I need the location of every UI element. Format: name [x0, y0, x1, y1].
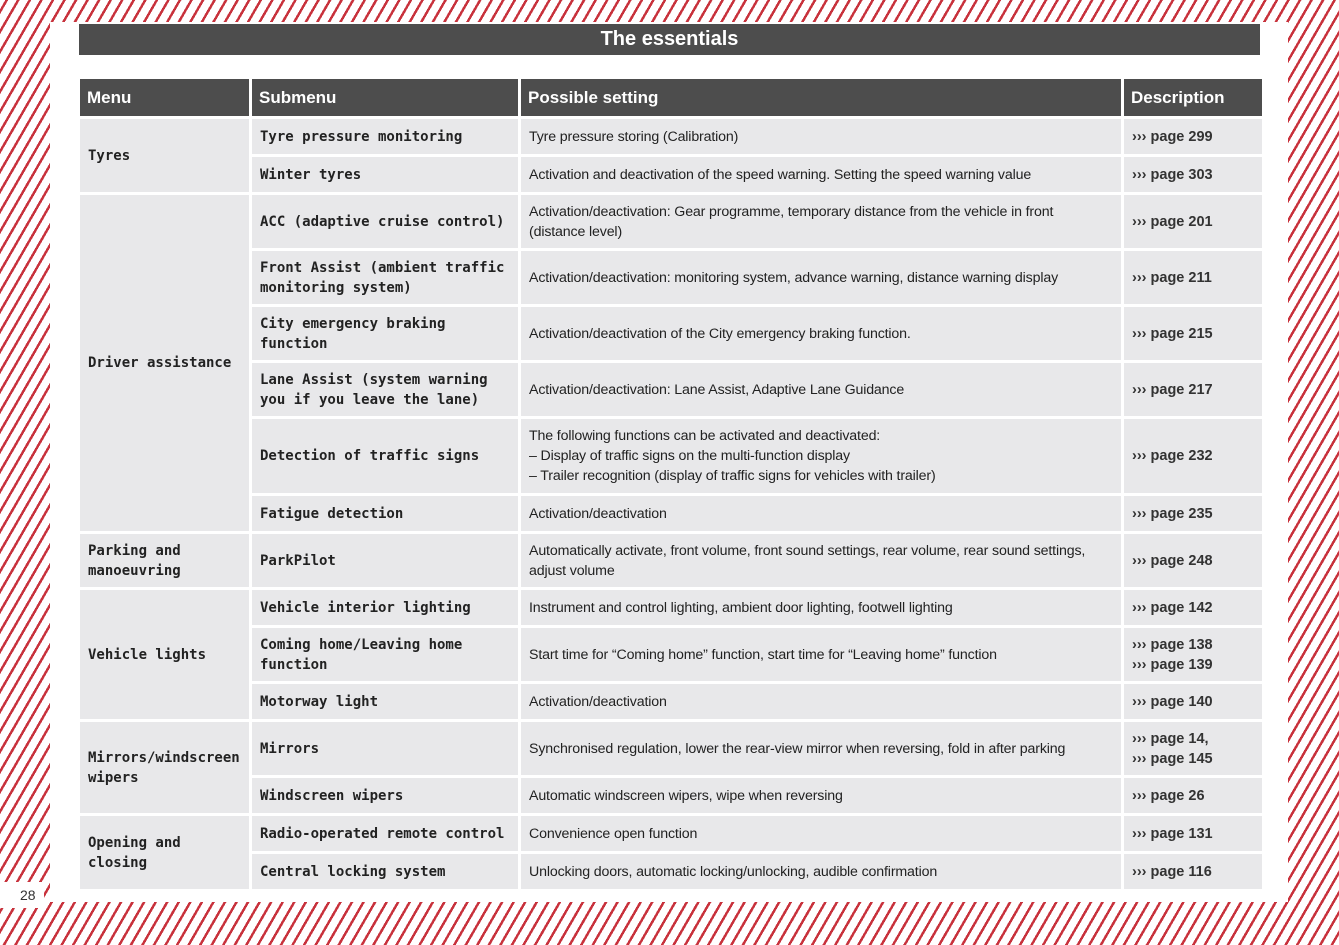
setting-line: – Display of traffic signs on the multi-function display	[529, 448, 850, 464]
page-reference-link[interactable]: page 303	[1150, 166, 1213, 183]
page-ref-arrow-icon: ›››	[1132, 636, 1147, 653]
setting-line: Activation/deactivation: monitoring system, advance warning, distance warning display	[529, 269, 1059, 286]
table-header-row	[80, 79, 1262, 116]
page-reference-link[interactable]: page 201	[1150, 213, 1213, 230]
page-reference-link[interactable]: page 26	[1150, 787, 1205, 804]
table-row	[80, 419, 1262, 493]
submenu-cell: Windscreen wipers	[252, 778, 518, 813]
page-ref-arrow-icon: ›››	[1132, 269, 1147, 286]
page-number: 28	[0, 882, 44, 908]
table-row	[80, 534, 1262, 587]
setting-cell	[521, 628, 1121, 681]
page-ref-arrow-icon: ›››	[1132, 552, 1147, 569]
page-ref-arrow-icon: ›››	[1132, 381, 1147, 398]
description-cell	[1124, 590, 1262, 625]
setting-line: Unlocking doors, automatic locking/unlocking, audible confirmation	[529, 863, 938, 880]
setting-cell	[521, 195, 1121, 248]
menu-cell: Tyres	[80, 119, 249, 192]
submenu-cell: Radio-operated remote control	[252, 816, 518, 851]
setting-line: Automatically activate, front volume, front sound settings, rear volume, rear sound settings, adjust volume	[529, 542, 1086, 579]
setting-cell	[521, 307, 1121, 360]
setting-line: Activation/deactivation: Lane Assist, Adaptive Lane Guidance	[529, 381, 905, 398]
table-row	[80, 628, 1262, 681]
submenu-cell: Front Assist (ambient traffic monitoring system)	[252, 251, 518, 304]
table-row	[80, 722, 1262, 775]
submenu-cell: ACC (adaptive cruise control)	[252, 195, 518, 248]
description-cell	[1124, 534, 1262, 587]
page-reference-link[interactable]: page 235	[1150, 505, 1213, 522]
setting-cell	[521, 854, 1121, 889]
description-cell	[1124, 195, 1262, 248]
settings-table	[77, 76, 1265, 892]
setting-cell	[521, 590, 1121, 625]
description-cell	[1124, 778, 1262, 813]
page-reference-link[interactable]: page 211	[1150, 269, 1212, 286]
description-cell	[1124, 816, 1262, 851]
description-cell	[1124, 496, 1262, 531]
setting-line: Activation/deactivation	[529, 505, 667, 522]
menu-cell: Opening and closing	[80, 816, 249, 889]
description-cell	[1124, 363, 1262, 416]
submenu-cell: Motorway light	[252, 684, 518, 719]
setting-line: Activation/deactivation: Gear programme, temporary distance from the vehicle in front (distance level)	[529, 203, 1054, 240]
page-ref-arrow-icon: ›››	[1132, 693, 1147, 710]
submenu-cell: Central locking system	[252, 854, 518, 889]
page-ref-arrow-icon: ›››	[1132, 166, 1147, 183]
page-reference-link[interactable]: page 248	[1150, 552, 1213, 569]
table-row	[80, 157, 1262, 192]
table-row	[80, 496, 1262, 531]
page-reference-link[interactable]: page 131	[1150, 825, 1213, 842]
setting-line: Activation and deactivation of the speed warning. Setting the speed warning value	[529, 166, 1032, 183]
submenu-cell: Tyre pressure monitoring	[252, 119, 518, 154]
page-reference-link[interactable]: page 14,	[1150, 730, 1209, 747]
menu-cell: Vehicle lights	[80, 590, 249, 719]
setting-cell	[521, 496, 1121, 531]
page-ref-arrow-icon: ›››	[1132, 730, 1147, 747]
page-reference-link[interactable]: page 299	[1150, 128, 1213, 145]
page-reference-link[interactable]: page 140	[1150, 693, 1213, 710]
submenu-cell: Detection of traffic signs	[252, 419, 518, 493]
description-cell	[1124, 119, 1262, 154]
setting-line: Start time for “Coming home” function, start time for “Leaving home” function	[529, 646, 997, 663]
header-menu: Menu	[80, 79, 249, 116]
page-reference-link[interactable]: page 142	[1150, 599, 1213, 616]
setting-cell	[521, 722, 1121, 775]
page-ref-arrow-icon: ›››	[1132, 656, 1147, 673]
setting-cell	[521, 534, 1121, 587]
menu-cell: Parking and manoeuvring	[80, 534, 249, 587]
page-reference-link[interactable]: page 145	[1150, 750, 1213, 767]
page-reference-link[interactable]: page 138	[1150, 636, 1213, 653]
table-row	[80, 363, 1262, 416]
description-cell	[1124, 628, 1262, 681]
page-ref-arrow-icon: ›››	[1132, 325, 1147, 342]
setting-cell	[521, 419, 1121, 493]
setting-line: Activation/deactivation	[529, 693, 667, 710]
page-reference-link[interactable]: page 116	[1150, 863, 1212, 880]
submenu-cell: Mirrors	[252, 722, 518, 775]
setting-line: Automatic windscreen wipers, wipe when reversing	[529, 787, 843, 804]
setting-cell	[521, 816, 1121, 851]
description-cell	[1124, 419, 1262, 493]
table-row	[80, 684, 1262, 719]
setting-line: Activation/deactivation of the City emergency braking function.	[529, 325, 911, 342]
setting-cell	[521, 363, 1121, 416]
setting-line: Instrument and control lighting, ambient door lighting, footwell lighting	[529, 599, 953, 616]
table-row	[80, 119, 1262, 154]
header-description: Description	[1124, 79, 1262, 116]
setting-cell	[521, 119, 1121, 154]
submenu-cell: ParkPilot	[252, 534, 518, 587]
submenu-cell: Lane Assist (system warning you if you leave the lane)	[252, 363, 518, 416]
page-ref-arrow-icon: ›››	[1132, 825, 1147, 842]
setting-line: Synchronised regulation, lower the rear-view mirror when reversing, fold in after parking	[529, 740, 1066, 757]
description-cell	[1124, 684, 1262, 719]
setting-line: Convenience open function	[529, 825, 698, 842]
setting-cell	[521, 157, 1121, 192]
menu-cell: Mirrors/windscreen wipers	[80, 722, 249, 813]
table-row	[80, 854, 1262, 889]
table-row	[80, 778, 1262, 813]
description-cell	[1124, 251, 1262, 304]
description-cell	[1124, 854, 1262, 889]
setting-cell	[521, 251, 1121, 304]
menu-cell: Driver assistance	[80, 195, 249, 531]
page-ref-arrow-icon: ›››	[1132, 863, 1147, 880]
header-possible-setting: Possible setting	[521, 79, 1121, 116]
description-cell	[1124, 157, 1262, 192]
setting-line: – Trailer recognition (display of traffic signs for vehicles with trailer)	[529, 468, 936, 484]
description-cell	[1124, 722, 1262, 775]
table-row	[80, 590, 1262, 625]
page-reference-link[interactable]: page 139	[1150, 656, 1213, 673]
table-row	[80, 307, 1262, 360]
setting-line: Tyre pressure storing (Calibration)	[529, 128, 739, 145]
page-reference-link[interactable]: page 217	[1150, 381, 1213, 398]
page-ref-arrow-icon: ›››	[1132, 128, 1147, 145]
submenu-cell: Fatigue detection	[252, 496, 518, 531]
page-ref-arrow-icon: ›››	[1132, 750, 1147, 767]
submenu-cell: Winter tyres	[252, 157, 518, 192]
setting-cell	[521, 778, 1121, 813]
submenu-cell: Vehicle interior lighting	[252, 590, 518, 625]
header-submenu: Submenu	[252, 79, 518, 116]
page-title: The essentials	[79, 24, 1260, 55]
setting-line: The following functions can be activated and deactivated:	[529, 428, 881, 444]
description-cell	[1124, 307, 1262, 360]
page-reference-link[interactable]: page 232	[1150, 448, 1213, 464]
page-ref-arrow-icon: ›››	[1132, 505, 1147, 522]
submenu-cell: City emergency braking function	[252, 307, 518, 360]
submenu-cell: Coming home/Leaving home function	[252, 628, 518, 681]
page-ref-arrow-icon: ›››	[1132, 448, 1147, 464]
page-ref-arrow-icon: ›››	[1132, 213, 1147, 230]
table-row	[80, 816, 1262, 851]
setting-cell	[521, 684, 1121, 719]
page-ref-arrow-icon: ›››	[1132, 599, 1147, 616]
table-row	[80, 251, 1262, 304]
page-reference-link[interactable]: page 215	[1150, 325, 1213, 342]
table-row	[80, 195, 1262, 248]
page-ref-arrow-icon: ›››	[1132, 787, 1147, 804]
